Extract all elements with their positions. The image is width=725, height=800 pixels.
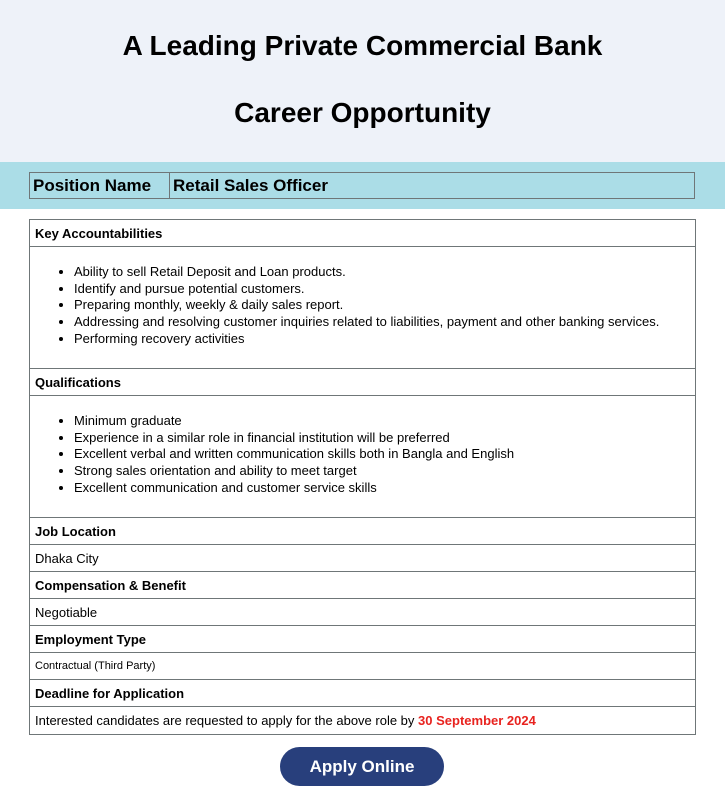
qualifications-cell bbox=[30, 396, 695, 518]
list-item: • Preparing monthly, weekly & daily sales report. bbox=[74, 297, 695, 314]
list-item: • Strong sales orientation and ability to meet target bbox=[74, 463, 695, 480]
list-item: • Minimum graduate bbox=[74, 413, 695, 430]
job-details-table bbox=[29, 219, 696, 735]
list-item: • Addressing and resolving customer inquiries related to liabilities, payment and other banking services. bbox=[74, 314, 695, 331]
list-item: • Excellent communication and customer service skills bbox=[74, 480, 695, 497]
position-value: Retail Sales Officer bbox=[173, 176, 328, 195]
deadline-row bbox=[30, 707, 695, 734]
deadline-text: Interested candidates are requested to apply for the above role by bbox=[35, 713, 419, 728]
qualifications-heading: Qualifications bbox=[30, 369, 695, 396]
key-accountabilities-heading: Key Accountabilities bbox=[30, 220, 695, 247]
compensation-heading: Compensation & Benefit bbox=[30, 572, 695, 599]
list-item: • Experience in a similar role in financial institution will be preferred bbox=[74, 430, 695, 447]
compensation-value: Negotiable bbox=[30, 599, 695, 626]
position-label: Position Name bbox=[30, 173, 170, 198]
employment-type-heading: Employment Type bbox=[30, 626, 695, 653]
position-table bbox=[29, 172, 695, 199]
deadline-date: 30 September 2024 bbox=[418, 713, 536, 728]
deadline-heading: Deadline for Application bbox=[30, 680, 695, 707]
header bbox=[0, 0, 725, 162]
list-item: • Identify and pursue potential customers. bbox=[74, 281, 695, 298]
key-accountabilities-list bbox=[30, 264, 695, 348]
employment-type-value: Contractual (Third Party) bbox=[30, 653, 695, 680]
apply-online-button[interactable]: Apply Online bbox=[280, 747, 444, 786]
page-title: A Leading Private Commercial Bank bbox=[122, 30, 603, 61]
page-subtitle: Career Opportunity bbox=[234, 97, 491, 128]
list-item: • Performing recovery activities bbox=[74, 331, 695, 348]
job-location-value: Dhaka City bbox=[30, 545, 695, 572]
list-item: • Excellent verbal and written communication skills both in Bangla and English bbox=[74, 446, 695, 463]
qualifications-list bbox=[30, 413, 695, 497]
key-accountabilities-cell bbox=[30, 247, 695, 369]
job-location-heading: Job Location bbox=[30, 518, 695, 545]
list-item: • Ability to sell Retail Deposit and Loan products. bbox=[74, 264, 695, 281]
